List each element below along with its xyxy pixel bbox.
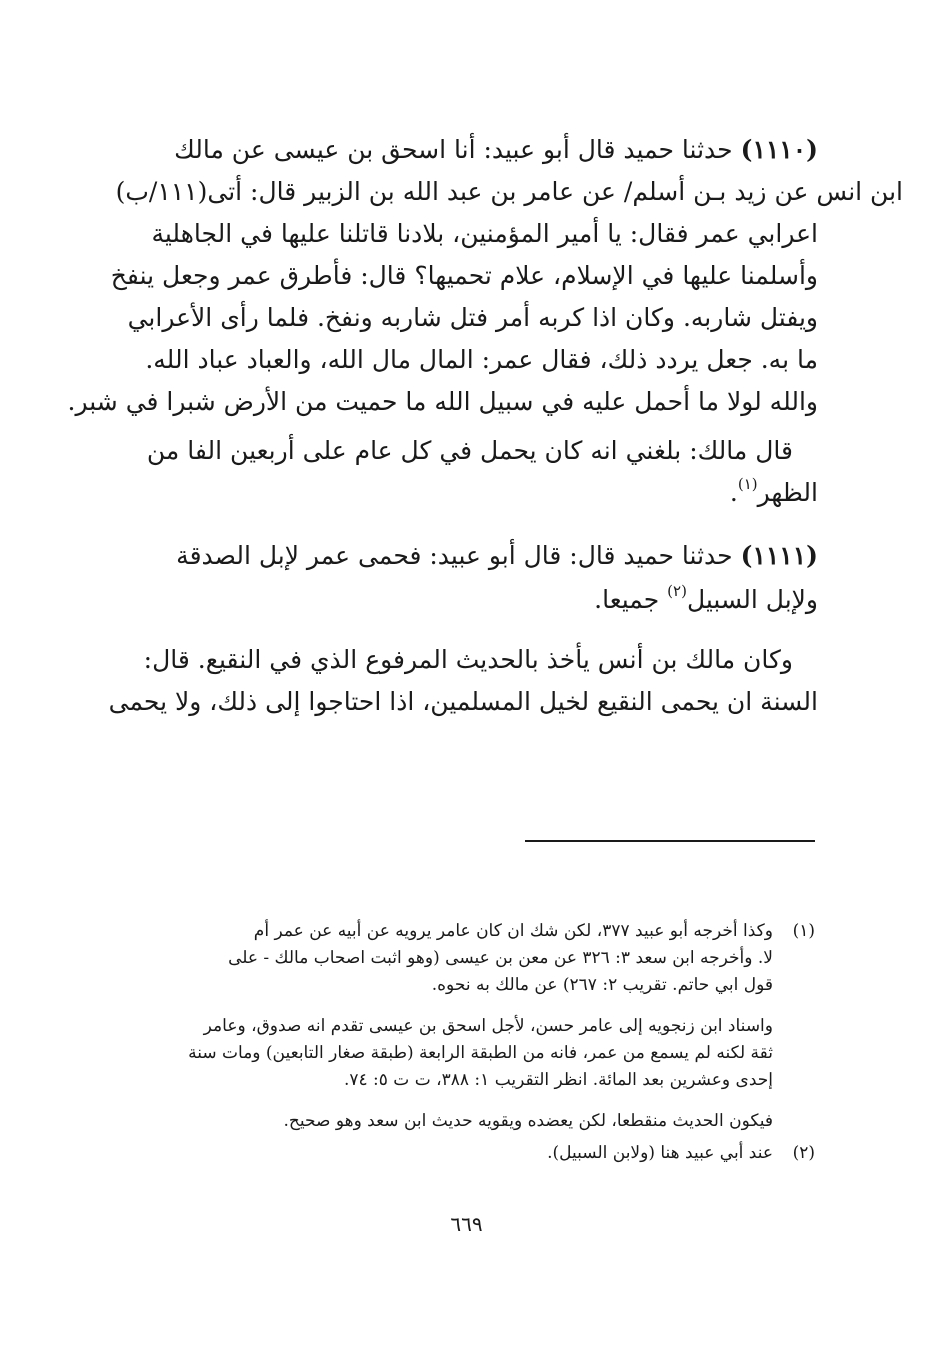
footnote-ref-2: (٢): [667, 582, 687, 600]
hadith-1110-line-5: ويفتل شاربه. وكان اذا كربه أمر فتل شاربه ونفخ. فلما رأى الأعرابي: [127, 303, 818, 332]
footnote-2-number: (٢): [792, 1143, 815, 1163]
footnote-1-line-2: لا. وأخرجه ابن سعد ٣: ٣٢٦ عن معن بن عيسى (وهو اثبت اصحاب مالك - على: [228, 948, 773, 968]
text-run: ولإبل السبيل: [686, 585, 818, 614]
hadith-1110-line-6: ما به. جعل يردد ذلك، فقال عمر: المال مال الله، والعباد عباد الله.: [145, 345, 818, 374]
footnote-1-line-3: قول ابي حاتم. تقريب ٢: ٢٦٧) عن مالك به نحوه.: [431, 975, 773, 995]
hadith-1110-line-4: وأسلمنا عليها في الإسلام، علام تحميها؟ قال: فأطرق عمر وجعل ينفخ: [110, 261, 818, 290]
malik-line-2: [730, 473, 818, 516]
hadith-1110-line-7: والله لولا ما أحمل عليه في سبيل الله ما حميت من الأرض شبرا في شبر.: [67, 387, 818, 416]
text-run: جميعا.: [594, 585, 668, 614]
text-run: حدثنا حميد قال أبو عبيد: أنا اسحق بن عيسى عن مالك: [174, 135, 733, 164]
footnote-2-line-1: عند أبي عبيد هنا (ولابن السبيل).: [547, 1143, 773, 1163]
footnote-1-number: (١): [792, 921, 815, 941]
footnote-1-line-6: إحدى وعشرين بعد المائة. انظر التقريب ١: ٣٨٨، ت ت ٥: ٧٤.: [343, 1070, 773, 1090]
malik-line-1: قال مالك: بلغني انه كان يحمل في كل عام على أربعين الفا من: [146, 436, 793, 465]
hadith-1110-line-3: اعرابي عمر فقال: يا أمير المؤمنين، بلادنا قاتلنا عليها في الجاهلية: [151, 219, 818, 248]
text-run: .: [729, 478, 738, 507]
text-run: الظهر: [757, 478, 818, 507]
hadith-1110-line-2: ابن انس عن زيد بـن أسلم/ عن عامر بن عبد الله بن الزبير قال: أتى(١١١/ب): [115, 177, 903, 206]
hadith-1111-number: (١١١١): [740, 541, 818, 570]
text-run: حدثنا حميد قال: قال أبو عبيد: فحمى عمر لإبل الصدقة: [176, 541, 733, 570]
hadith-1110-line-1: [174, 130, 818, 170]
footnote-separator: [525, 840, 815, 842]
paragraph-3-line-1: وكان مالك بن أنس يأخذ بالحديث المرفوع الذي في النقيع. قال:: [143, 645, 793, 674]
paragraph-3-line-2: السنة ان يحمى النقيع لخيل المسلمين، اذا احتاجوا إلى ذلك، ولا يحمى: [108, 687, 818, 716]
page-number: ٦٦٩: [450, 1212, 483, 1236]
hadith-1110-number: (١١١٠): [740, 135, 818, 164]
footnote-1-line-5: ثقة لكنه لم يسمع من عمر، فانه من الطبقة الرابعة (طبقة صغار التابعين) ومات سنة: [188, 1043, 773, 1063]
footnote-ref-1: (١): [737, 475, 758, 493]
footnote-1-line-1: وكذا أخرجه أبو عبيد ٣٧٧، لكن شك ان كان عامر يرويه عن أبيه عن عمر أم: [253, 921, 773, 941]
hadith-1111-line-1: [176, 536, 818, 576]
footnote-1-line-4: واسناد ابن زنجويه إلى عامر حسن، لأجل اسحق بن عيسى تقدم انه صدوق، وعامر: [203, 1016, 773, 1036]
hadith-1111-line-2: [594, 580, 818, 623]
footnote-1-line-7: فيكون الحديث منقطعا، لكن يعضده ويقويه حديث ابن سعد وهو صحيح.: [283, 1111, 773, 1131]
